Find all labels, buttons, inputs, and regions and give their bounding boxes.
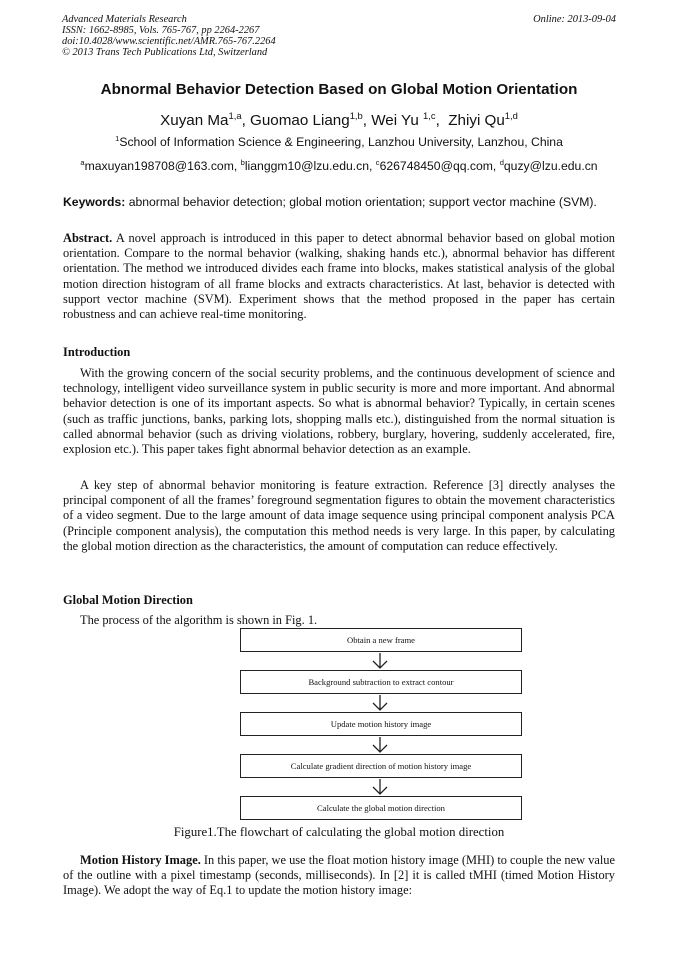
- journal-name: Advanced Materials Research: [62, 14, 187, 25]
- motion-history-text: In this paper, we use the float motion history image (MHI) to couple the new value of the outline with a pixel timestamp (seconds, milliseconds). In [2] it is called tMHI (timed Motion History Image). We adopt the way of Eq.1 to update the motion history image:: [63, 853, 616, 898]
- abstract-label: Abstract.: [63, 231, 113, 245]
- author-name: Zhiyi Qu: [448, 112, 505, 129]
- author-affiliation-mark: 1,c: [423, 109, 436, 121]
- flowchart-arrow: [240, 736, 522, 754]
- email-mark: c: [375, 157, 380, 167]
- author-affiliation-mark: 1,b: [349, 109, 363, 121]
- flowchart-arrow: [240, 694, 522, 712]
- journal-header: [62, 14, 276, 58]
- email-link[interactable]: 626748450@qq.com: [379, 159, 493, 173]
- abstract: [63, 231, 615, 322]
- author-affiliation-mark: 1,a: [228, 109, 242, 121]
- doi-line: doi:10.4028/www.scientific.net/AMR.765-767.2264: [62, 36, 276, 47]
- email-link[interactable]: maxuyan198708@163.com: [84, 159, 234, 173]
- figure-caption: Figure1.The flowchart of calculating the global motion direction: [173, 825, 505, 839]
- email-separator: ,: [369, 159, 376, 173]
- email-link[interactable]: quzy@lzu.edu.cn: [503, 159, 598, 173]
- down-arrow-icon: [370, 652, 390, 670]
- flowchart-step: Obtain a new frame: [240, 628, 522, 652]
- email-entry: [241, 159, 376, 173]
- author-name: Wei Yu: [371, 112, 424, 129]
- author: [250, 109, 372, 129]
- email-link[interactable]: lianggm10@lzu.edu.cn: [244, 159, 370, 173]
- email-mark: b: [240, 157, 245, 167]
- introduction-paragraph: With the growing concern of the social security problems, and the continuous development of science and technology, intelligent video surveillance system in public security is more and more important. And abnormal behavior detection is one of its important aspects. So what is abnormal behavior? Typically, in certain scenes (such as traffic junctions, banks, parking lots, shopping malls etc.), distinguished from the normal situation is called abnormal behavior (such as driving violations, robbery, burglary, hovering, suddenly accelerated, fire, explosion etc.). This paper takes fight abnormal behavior detection as an example.: [63, 366, 615, 457]
- flowchart-arrow: [240, 778, 522, 796]
- motion-history-label: Motion History Image.: [80, 853, 201, 867]
- global-motion-intro: The process of the algorithm is shown in Fig. 1.: [80, 613, 318, 627]
- issn-line: ISSN: 1662-8985, Vols. 765-767, pp 2264-2267: [62, 25, 260, 36]
- introduction-paragraph: A key step of abnormal behavior monitoring is feature extraction. Reference [3] directly analyses the principal component of all the frames’ foreground segmentation figures to obtain the movement characteristics of a video segment. Due to the large amount of data image sequence using principal component analysis PCA (Principle component analysis), the computation this method needs is very large. In this paper, by calculating the global motion direction as the characteristics, the amount of computation can reduce effectively.: [63, 478, 615, 553]
- email-entry: [500, 159, 598, 173]
- email-mark: d: [499, 157, 504, 167]
- affiliation-mark: 1: [115, 133, 120, 143]
- copyright-line: © 2013 Trans Tech Publications Ltd, Switzerland: [62, 47, 268, 58]
- author: [371, 109, 449, 129]
- author-name: Guomao Liang: [250, 112, 350, 129]
- author-name: Xuyan Ma: [160, 112, 229, 129]
- keywords-label: Keywords:: [63, 195, 126, 209]
- email-entry: [376, 159, 500, 173]
- author-list: [0, 109, 678, 129]
- author-separator: ,: [362, 112, 372, 129]
- section-heading-introduction: Introduction: [63, 345, 131, 359]
- online-date: Online: 2013-09-04: [533, 14, 616, 25]
- flowchart-step: Calculate the global motion direction: [240, 796, 522, 820]
- down-arrow-icon: [370, 736, 390, 754]
- down-arrow-icon: [370, 778, 390, 796]
- keywords-text: abnormal behavior detection; global motion orientation; support vector machine (SVM).: [125, 195, 597, 209]
- email-list: [0, 159, 678, 173]
- email-entry: [80, 159, 240, 173]
- affiliation-text: School of Information Science & Engineering, Lanzhou University, Lanzhou, China: [119, 135, 563, 149]
- email-separator: ,: [492, 159, 500, 173]
- keywords: [63, 195, 615, 209]
- flowchart-step: Calculate gradient direction of motion history image: [240, 754, 522, 778]
- flowchart-arrow: [240, 652, 522, 670]
- author: [448, 109, 518, 129]
- section-heading-global-motion-direction: Global Motion Direction: [63, 593, 193, 607]
- author-separator: ,: [435, 112, 449, 129]
- email-separator: ,: [233, 159, 241, 173]
- motion-history-paragraph: [63, 853, 615, 899]
- affiliation: [0, 135, 678, 149]
- flowchart-step: Background subtraction to extract contour: [240, 670, 522, 694]
- paper-title: Abnormal Behavior Detection Based on Global Motion Orientation: [100, 81, 578, 98]
- down-arrow-icon: [370, 694, 390, 712]
- flowchart-step: Update motion history image: [240, 712, 522, 736]
- author-separator: ,: [241, 112, 251, 129]
- flowchart: [240, 628, 522, 820]
- abstract-text: A novel approach is introduced in this paper to detect abnormal behavior based on global motion orientation. Compare to the normal behavior (walking, shaking hands etc.), abnormal behavior has different orientation. The method we introduced divides each frame into blocks, makes statistical analysis of the global motion direction histogram of all frame blocks and extracts characteristics. At last, behavior is detected with support vector machine (SVM). Experiment shows that the method proposed in the paper has certain robustness and can achieve real-time monitoring.: [63, 231, 615, 322]
- author-affiliation-mark: 1,d: [504, 109, 518, 121]
- author: [160, 109, 251, 129]
- email-mark: a: [80, 157, 85, 167]
